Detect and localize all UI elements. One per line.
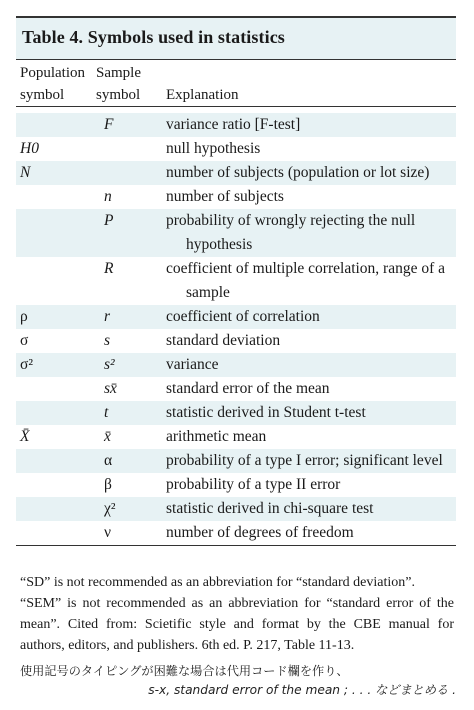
population-symbol-cell: σ²	[16, 353, 92, 377]
table-row	[16, 257, 456, 305]
table-row	[16, 137, 456, 161]
explanation-cell	[158, 329, 456, 353]
explanation-cell	[158, 305, 456, 329]
explanation-cell	[158, 473, 456, 497]
explanation-cell	[158, 137, 456, 161]
population-symbol-cell	[16, 473, 92, 497]
table-title-band	[16, 16, 456, 60]
explanation-cell	[158, 353, 456, 377]
sample-symbol-cell: r	[92, 305, 158, 329]
sample-symbol-cell: x̄	[104, 428, 111, 445]
explanation-cell	[158, 209, 456, 257]
explanation-text: arithmetic mean	[166, 428, 267, 445]
sample-symbol-cell: n	[104, 188, 112, 205]
population-symbol-cell	[16, 113, 92, 137]
explanation-text: statistic derived in chi-square test	[166, 500, 374, 517]
table-notes	[20, 572, 454, 656]
explanation-text: number of subjects (population or lot size)	[166, 164, 430, 181]
explanation-cell	[158, 521, 456, 546]
explanation-cell	[158, 257, 456, 305]
explanation-cell	[158, 497, 456, 521]
explanation-cell	[158, 161, 456, 185]
population-symbol-cell: ρ	[16, 305, 92, 329]
header-sample-symbol: Sample symbol	[92, 60, 158, 107]
table-row	[16, 521, 456, 546]
sample-symbol-cell: t	[92, 401, 158, 425]
japanese-note-line2: s-x, standard error of the mean ; . . . などまとめる .	[148, 683, 456, 697]
sample-symbol-cell: sx̄	[104, 380, 117, 397]
table-row	[16, 161, 456, 185]
table-row	[16, 401, 456, 425]
explanation-cell	[158, 449, 456, 473]
sample-symbol-cell: F	[92, 113, 158, 137]
table-row	[16, 473, 456, 497]
population-symbol-cell: X̄	[20, 428, 30, 445]
table-row	[16, 353, 456, 377]
population-symbol-cell	[16, 377, 92, 401]
explanation-cell	[158, 377, 456, 401]
table-body	[16, 107, 456, 546]
population-symbol-cell: H0	[20, 140, 39, 157]
population-symbol-cell	[16, 257, 92, 305]
table-row	[16, 449, 456, 473]
population-symbol-cell	[16, 497, 92, 521]
explanation-text: null hypothesis	[166, 140, 261, 157]
sample-symbol-cell: χ²	[92, 497, 158, 521]
explanation-text: number of subjects	[166, 188, 284, 205]
explanation-cell	[158, 185, 456, 209]
population-symbol-cell: N	[16, 161, 92, 185]
table-row	[16, 329, 456, 353]
japanese-note	[20, 662, 456, 700]
table-row	[16, 185, 456, 209]
table-row	[16, 497, 456, 521]
sample-symbol-cell: α	[92, 449, 158, 473]
sample-symbol-cell	[92, 161, 158, 185]
japanese-note-line1: 使用記号のタイピングが困難な場合は代用コード欄を作り、	[20, 664, 349, 678]
header-explanation: Explanation	[158, 60, 456, 107]
table-row	[16, 113, 456, 137]
explanation-text: probability of a type II error	[166, 476, 341, 493]
table-row	[16, 377, 456, 401]
sample-symbol-cell: s	[104, 332, 111, 349]
explanation-text: statistic derived in Student t-test	[166, 404, 366, 421]
population-symbol-cell	[16, 209, 92, 257]
sample-symbol-cell: P	[92, 209, 158, 257]
explanation-text: standard error of the mean	[166, 380, 330, 397]
table-header-row	[16, 60, 456, 107]
explanation-text: number of degrees of freedom	[166, 524, 354, 541]
header-population-symbol: Population symbol	[16, 60, 92, 107]
symbols-table	[16, 60, 456, 546]
explanation-text: probability of a type I error; significant level	[166, 452, 443, 469]
explanation-text: variance	[166, 356, 219, 373]
table-row	[16, 209, 456, 257]
explanation-text: standard deviation	[166, 332, 281, 349]
population-symbol-cell	[16, 401, 92, 425]
sample-symbol-cell: β	[104, 476, 112, 493]
explanation-text: coefficient of multiple correlation, range of a sample	[166, 260, 446, 301]
sample-symbol-cell	[92, 137, 158, 161]
explanation-cell	[158, 113, 456, 137]
sample-symbol-cell: ν	[92, 521, 158, 546]
table-row	[16, 425, 456, 449]
explanation-text: probability of wrongly rejecting the null hypothesis	[166, 212, 416, 253]
note-sem: “SEM” is not recommended as an abbreviation for “standard error of the mean”. Cited from: Scietific style and format by the CBE manual for authors, editors, and publishers. 6th ed. P. 217, Table 11-13.	[20, 596, 454, 653]
sample-symbol-cell: R	[104, 260, 114, 277]
note-sd: “SD” is not recommended as an abbreviation for “standard deviation”.	[20, 575, 415, 590]
population-symbol-cell: σ	[20, 332, 29, 349]
explanation-text: variance ratio [F-test]	[166, 116, 301, 133]
table-title: Table 4. Symbols used in statistics	[22, 27, 285, 47]
explanation-cell	[158, 401, 456, 425]
sample-symbol-cell: s²	[92, 353, 158, 377]
table-row	[16, 305, 456, 329]
population-symbol-cell	[16, 449, 92, 473]
population-symbol-cell	[16, 185, 92, 209]
population-symbol-cell	[16, 521, 92, 546]
explanation-cell	[158, 425, 456, 449]
explanation-text: coefficient of correlation	[166, 308, 320, 325]
